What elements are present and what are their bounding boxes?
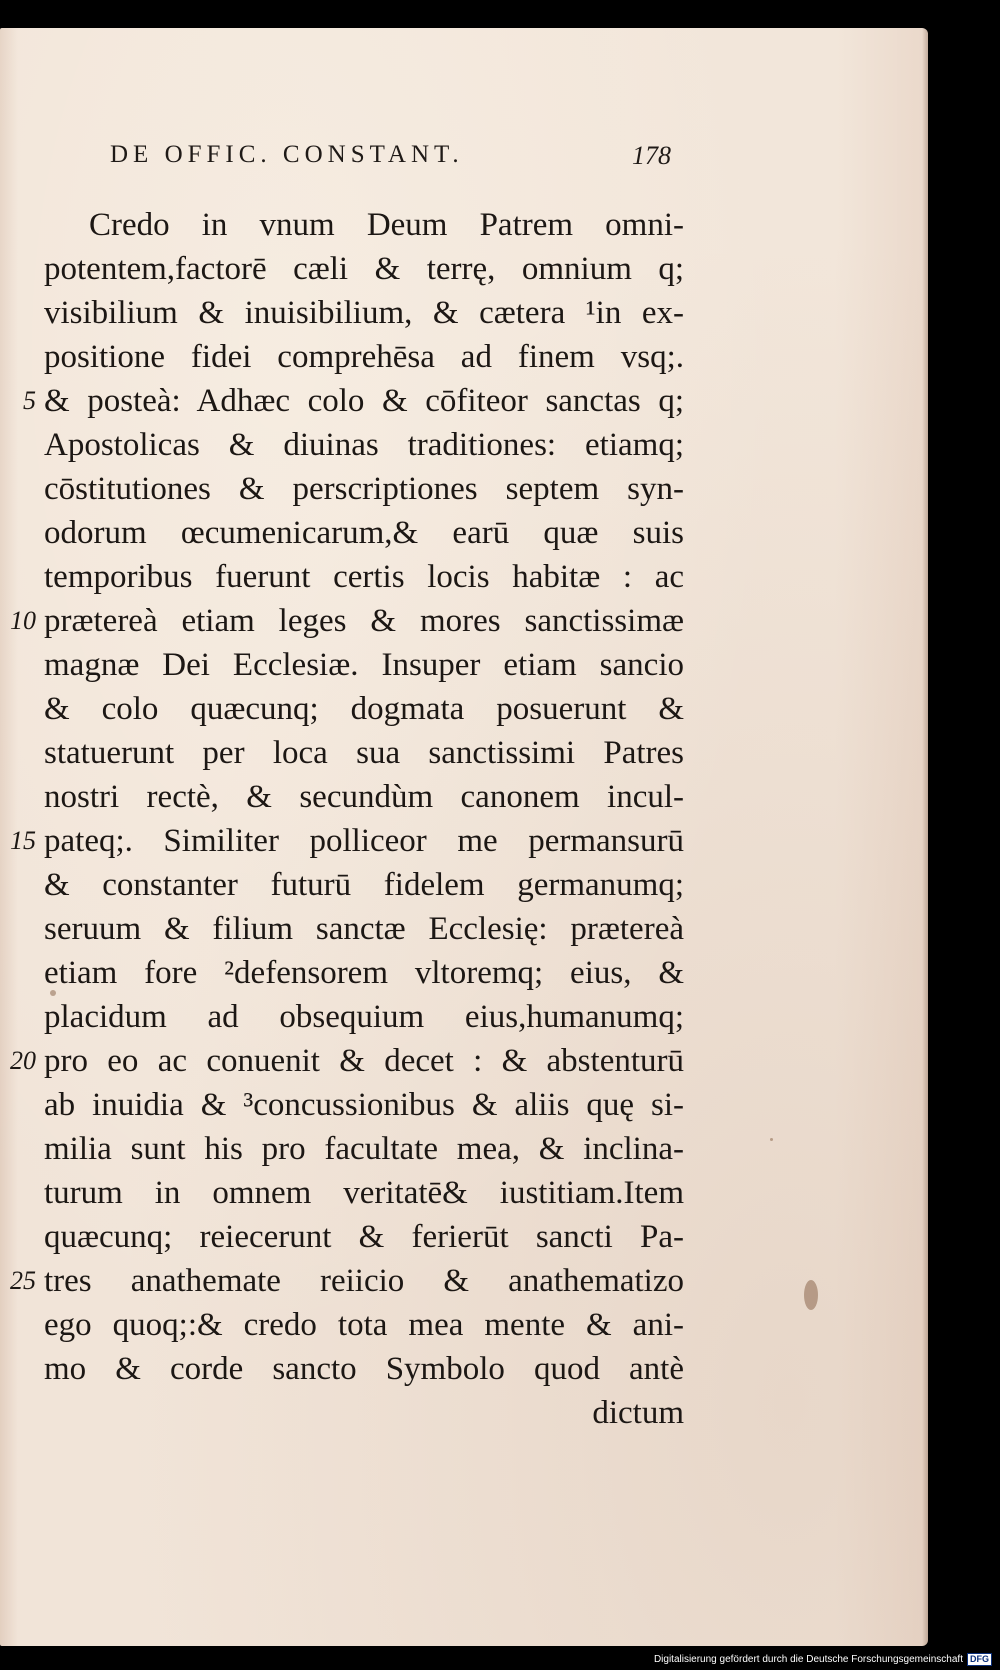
line-text: ab inuidia & ³concussionibus & aliis quę si- (44, 1087, 684, 1123)
text-line (44, 423, 684, 467)
line-text: & colo quæcunq; dogmata posuerunt & (44, 691, 684, 727)
text-line (44, 687, 684, 731)
text-line (44, 643, 684, 687)
line-text: temporibus fuerunt certis locis habitæ : ac (44, 559, 684, 595)
line-number: 10 (10, 606, 36, 635)
text-line (44, 203, 684, 247)
line-text: Credo in vnum Deum Patrem omni- (89, 207, 684, 243)
line-text: Apostolicas & diuinas traditiones: etiamq; (44, 427, 684, 463)
text-line (44, 1347, 684, 1391)
line-text: placidum ad obsequium eius,humanumq; (44, 999, 684, 1035)
text-line (44, 511, 684, 555)
credit-text: Digitalisierung gefördert durch die Deutsche Forschungsgemeinschaft (653, 1654, 963, 1665)
line-text: pateq;. Similiter polliceor me permansurū (44, 823, 684, 859)
line-number: 20 (10, 1046, 36, 1075)
text-line (44, 1127, 684, 1171)
line-text: & constanter futurū fidelem germanumq; (44, 867, 684, 903)
text-line (44, 863, 684, 907)
text-line (44, 335, 684, 379)
line-text: prætereà etiam leges & mores sanctissimæ (44, 603, 684, 639)
line-text: visibilium & inuisibilium, & cætera ¹in ex- (44, 295, 684, 331)
text-line (44, 1083, 684, 1127)
text-line (44, 907, 684, 951)
line-text: statuerunt per loca sua sanctissimi Patres (44, 735, 684, 771)
text-line (44, 775, 684, 819)
dfg-logo: DFG (967, 1653, 992, 1666)
line-text: potentem,factorē cæli & terrę, omnium q; (44, 251, 684, 287)
line-text: tres anathemate reiicio & anathematizo (44, 1263, 684, 1299)
text-line (44, 1171, 684, 1215)
text-line (44, 247, 684, 291)
page-number: 178 (632, 141, 671, 170)
line-text: etiam fore ²defensorem vltoremq; eius, & (44, 955, 684, 991)
text-line (10, 819, 684, 863)
text-line (23, 379, 684, 423)
line-text: nostri rectè, & secundùm canonem incul- (44, 779, 684, 815)
text-line (44, 1303, 684, 1347)
text-line (44, 951, 684, 995)
line-text: odorum œcumenicarum,& earū quæ suis (44, 515, 684, 551)
line-text: pro eo ac conuenit & decet : & abstenturū (44, 1043, 684, 1079)
paper-stain (804, 1280, 818, 1310)
line-number: 5 (23, 386, 36, 415)
paper-speck (50, 990, 56, 996)
text-line (10, 1259, 684, 1303)
page-edge-shadow (922, 28, 928, 1646)
digitization-credit (654, 1653, 992, 1666)
running-head: DE OFFIC. CONSTANT. (110, 141, 464, 168)
text-line (44, 291, 684, 335)
text-line (44, 731, 684, 775)
line-number: 25 (10, 1266, 36, 1295)
text-line (44, 1391, 684, 1435)
body-text (10, 203, 684, 1435)
text-line (44, 1215, 684, 1259)
line-text: milia sunt his pro facultate mea, & inclina- (44, 1131, 684, 1167)
line-text: & posteà: Adhæc colo & cōfiteor sanctas q; (44, 383, 684, 419)
text-line (10, 1039, 684, 1083)
line-text: dictum (592, 1395, 684, 1431)
line-text: seruum & filium sanctæ Ecclesię: prætereà (44, 911, 684, 947)
line-text: cōstitutiones & perscriptiones septem syn- (44, 471, 684, 507)
paper-speck (770, 1138, 773, 1141)
line-text: quæcunq; reiecerunt & ferierūt sancti Pa- (44, 1219, 684, 1255)
line-text: positione fidei comprehēsa ad finem vsq;. (44, 339, 684, 375)
text-line (44, 467, 684, 511)
book-page (0, 28, 928, 1646)
text-line (44, 995, 684, 1039)
line-text: mo & corde sancto Symbolo quod antè (44, 1351, 684, 1387)
line-text: ego quoq;:& credo tota mea mente & ani- (44, 1307, 684, 1343)
text-line (10, 599, 684, 643)
text-line (44, 555, 684, 599)
line-text: magnæ Dei Ecclesiæ. Insuper etiam sancio (44, 647, 684, 683)
line-number: 15 (10, 826, 36, 855)
line-text: turum in omnem veritatē& iustitiam.Item (44, 1175, 684, 1211)
